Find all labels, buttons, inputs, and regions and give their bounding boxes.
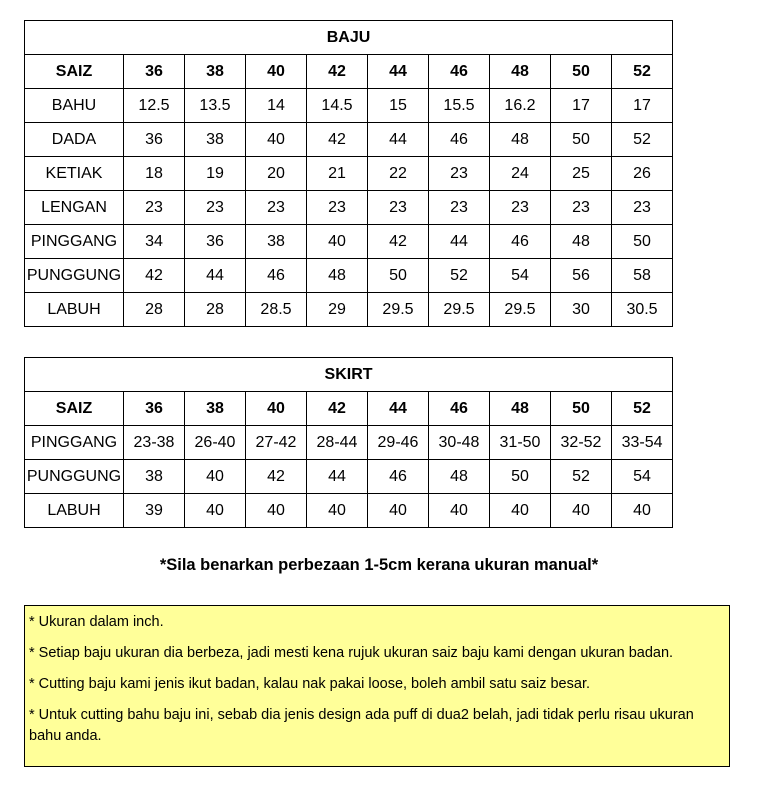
size-header: 52	[612, 55, 673, 89]
size-header: 50	[551, 392, 612, 426]
row-label: BAHU	[25, 89, 124, 123]
row-label: PUNGGUNG	[25, 259, 124, 293]
table-cell: 36	[124, 123, 185, 157]
size-header: 52	[612, 392, 673, 426]
table-cell: 44	[368, 123, 429, 157]
table-cell: 36	[185, 225, 246, 259]
table-cell: 15.5	[429, 89, 490, 123]
table-cell: 23	[246, 191, 307, 225]
table-cell: 26	[612, 157, 673, 191]
table-cell: 33-54	[612, 426, 673, 460]
table-row	[25, 293, 673, 327]
table-cell: 40	[185, 494, 246, 528]
baju-header-label: SAIZ	[25, 55, 124, 89]
size-header: 44	[368, 55, 429, 89]
skirt-table-title: SKIRT	[25, 358, 673, 392]
table-row	[25, 259, 673, 293]
table-cell: 52	[612, 123, 673, 157]
table-cell: 34	[124, 225, 185, 259]
info-line: * Setiap baju ukuran dia berbeza, jadi mesti kena rujuk ukuran saiz baju kami dengan ukuran badan.	[29, 645, 674, 661]
table-cell: 23	[429, 157, 490, 191]
size-header: 38	[185, 55, 246, 89]
row-label: PINGGANG	[25, 225, 124, 259]
table-cell: 29-46	[368, 426, 429, 460]
table-cell: 40	[612, 494, 673, 528]
table-cell: 32-52	[551, 426, 612, 460]
table-cell: 18	[124, 157, 185, 191]
row-label: LENGAN	[25, 191, 124, 225]
table-cell: 48	[551, 225, 612, 259]
skirt-header-row	[25, 392, 673, 426]
table-cell: 27-42	[246, 426, 307, 460]
table-cell: 12.5	[124, 89, 185, 123]
table-row	[25, 460, 673, 494]
table-cell: 29.5	[429, 293, 490, 327]
baju-table-title: BAJU	[25, 21, 673, 55]
size-header: 48	[490, 392, 551, 426]
table-row	[25, 157, 673, 191]
size-header: 42	[307, 55, 368, 89]
table-cell: 30-48	[429, 426, 490, 460]
table-cell: 23	[612, 191, 673, 225]
table-cell: 23	[307, 191, 368, 225]
table-cell: 46	[429, 123, 490, 157]
table-cell: 46	[368, 460, 429, 494]
table-cell: 39	[124, 494, 185, 528]
row-label: LABUH	[25, 494, 124, 528]
baju-size-table	[24, 20, 673, 327]
info-box	[24, 605, 730, 767]
table-cell: 22	[368, 157, 429, 191]
table-cell: 23	[185, 191, 246, 225]
table-cell: 40	[307, 494, 368, 528]
table-row	[25, 123, 673, 157]
table-cell: 40	[307, 225, 368, 259]
table-cell: 14.5	[307, 89, 368, 123]
table-cell: 20	[246, 157, 307, 191]
table-cell: 54	[490, 259, 551, 293]
table-cell: 50	[368, 259, 429, 293]
table-cell: 42	[246, 460, 307, 494]
table-cell: 50	[490, 460, 551, 494]
info-line: * Untuk cutting bahu baju ini, sebab dia jenis design ada puff di dua2 belah, jadi tidak perlu risau ukuran bahu anda.	[29, 707, 694, 744]
row-label: LABUH	[25, 293, 124, 327]
size-header: 42	[307, 392, 368, 426]
table-cell: 48	[490, 123, 551, 157]
table-cell: 40	[490, 494, 551, 528]
row-label: PINGGANG	[25, 426, 124, 460]
skirt-header-label: SAIZ	[25, 392, 124, 426]
table-cell: 26-40	[185, 426, 246, 460]
table-row	[25, 191, 673, 225]
table-cell: 29.5	[368, 293, 429, 327]
table-cell: 40	[368, 494, 429, 528]
table-cell: 48	[307, 259, 368, 293]
row-label: PUNGGUNG	[25, 460, 124, 494]
table-cell: 15	[368, 89, 429, 123]
table-cell: 58	[612, 259, 673, 293]
table-cell: 24	[490, 157, 551, 191]
skirt-size-table	[24, 357, 673, 528]
table-cell: 42	[124, 259, 185, 293]
table-cell: 17	[612, 89, 673, 123]
table-cell: 23	[490, 191, 551, 225]
table-cell: 25	[551, 157, 612, 191]
size-header: 36	[124, 55, 185, 89]
table-cell: 23-38	[124, 426, 185, 460]
row-label: DADA	[25, 123, 124, 157]
table-cell: 38	[124, 460, 185, 494]
size-header: 36	[124, 392, 185, 426]
size-header: 38	[185, 392, 246, 426]
size-header: 50	[551, 55, 612, 89]
table-cell: 46	[246, 259, 307, 293]
table-cell: 28	[124, 293, 185, 327]
measurement-tolerance-note: *Sila benarkan perbezaan 1-5cm kerana ukuran manual*	[159, 556, 599, 574]
table-cell: 29	[307, 293, 368, 327]
table-cell: 21	[307, 157, 368, 191]
size-header: 48	[490, 55, 551, 89]
table-cell: 29.5	[490, 293, 551, 327]
table-cell: 40	[429, 494, 490, 528]
row-label: KETIAK	[25, 157, 124, 191]
info-line: * Cutting baju kami jenis ikut badan, kalau nak pakai loose, boleh ambil satu saiz besar.	[29, 676, 590, 692]
table-cell: 14	[246, 89, 307, 123]
table-row	[25, 225, 673, 259]
table-cell: 40	[551, 494, 612, 528]
table-cell: 19	[185, 157, 246, 191]
table-cell: 48	[429, 460, 490, 494]
table-cell: 44	[185, 259, 246, 293]
table-cell: 42	[368, 225, 429, 259]
table-cell: 28-44	[307, 426, 368, 460]
table-cell: 30.5	[612, 293, 673, 327]
table-cell: 44	[429, 225, 490, 259]
table-cell: 54	[612, 460, 673, 494]
table-cell: 50	[551, 123, 612, 157]
table-cell: 44	[307, 460, 368, 494]
table-cell: 42	[307, 123, 368, 157]
table-cell: 28	[185, 293, 246, 327]
size-header: 46	[429, 55, 490, 89]
table-cell: 23	[551, 191, 612, 225]
table-cell: 40	[246, 123, 307, 157]
baju-header-row	[25, 55, 673, 89]
table-cell: 23	[124, 191, 185, 225]
size-header: 44	[368, 392, 429, 426]
table-row	[25, 89, 673, 123]
table-cell: 17	[551, 89, 612, 123]
table-cell: 13.5	[185, 89, 246, 123]
table-cell: 16.2	[490, 89, 551, 123]
table-cell: 28.5	[246, 293, 307, 327]
table-cell: 50	[612, 225, 673, 259]
table-cell: 30	[551, 293, 612, 327]
size-header: 46	[429, 392, 490, 426]
table-cell: 23	[368, 191, 429, 225]
table-cell: 52	[429, 259, 490, 293]
table-cell: 40	[246, 494, 307, 528]
table-cell: 52	[551, 460, 612, 494]
table-cell: 46	[490, 225, 551, 259]
table-cell: 38	[185, 123, 246, 157]
table-cell: 56	[551, 259, 612, 293]
table-row	[25, 494, 673, 528]
table-cell: 23	[429, 191, 490, 225]
info-line: * Ukuran dalam inch.	[29, 614, 164, 630]
table-row	[25, 426, 673, 460]
table-cell: 38	[246, 225, 307, 259]
table-cell: 31-50	[490, 426, 551, 460]
size-header: 40	[246, 55, 307, 89]
table-cell: 40	[185, 460, 246, 494]
size-header: 40	[246, 392, 307, 426]
